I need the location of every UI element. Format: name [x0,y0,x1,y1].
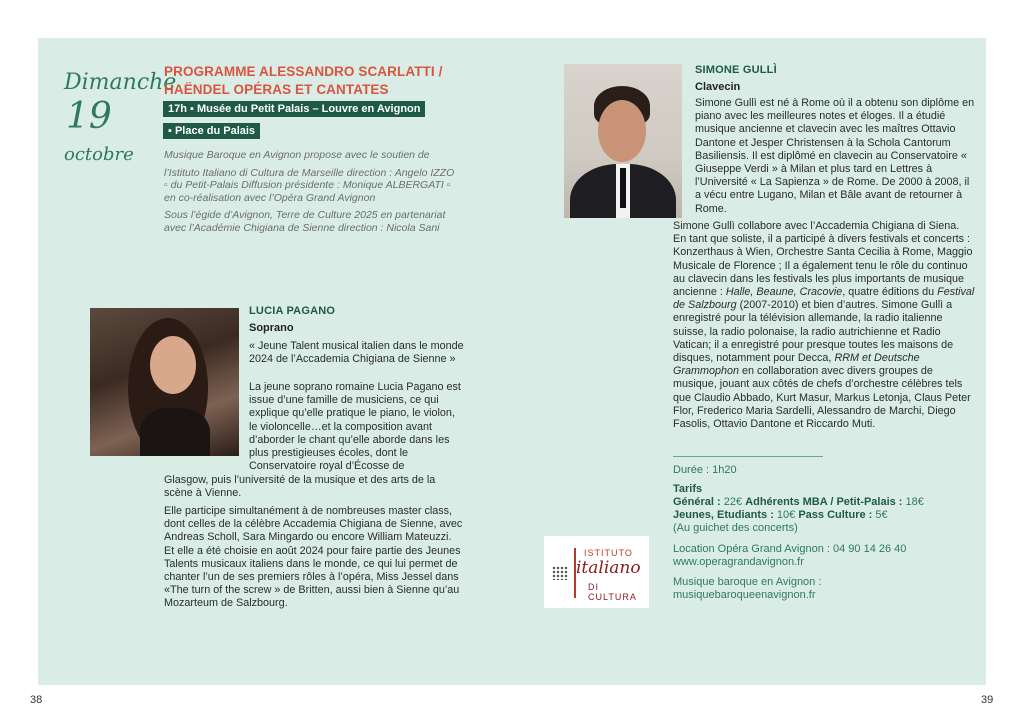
istituto-italiano-logo [544,536,649,608]
lucia-bio-1: La jeune soprano romaine Lucia Pagano est issue d’une famille de musiciens, ce qui explique qu’elle pratique le piano, le violon, le violoncelle…et la composition avant d’aborder le chant qu’elle aborde dans les plus prestigieuses écoles, dont le Conservatoire royal d’Écosse de [249,381,461,473]
bio-labels: RRM et Deutsche Grammophon [673,352,920,378]
divider [673,456,823,457]
location-info [673,543,906,569]
tarif-adherents-value: 18€ [902,496,924,508]
duration: Durée : 1h20 [673,464,737,476]
lucia-pagano-photo [90,308,239,456]
logo-dots-icon [552,566,568,580]
lucia-bio-1b: Glasgow, puis l’université de la musique et des arts de la scène à Vienne. [164,474,436,500]
bio-text: , quatre éditions du [842,286,935,299]
tarif-row-2 [673,509,973,522]
location-phone: Location Opéra Grand Avignon : 04 90 14 26 40 [673,543,907,555]
logo-line1: ISTITUTO [584,548,633,558]
logo-line2: italiano [576,558,641,578]
bio-text: (2007-2010) et bien d’autres. Simone Gullì a enregistré pour la télévision allemande, la radio italienne suisse, la radio polonaise, la radio autrichienne et Radio Vatican; il a enregistré pour presque toutes les maisons de disques, notamment pour Decca, [673,299,954,365]
simone-bio-1: Simone Gullì est né à Rome où il a obtenu son diplôme en piano avec les meilleures notes et éloges. Il a étudié musique ancienne et clavecin avec les maîtres Ottavio Dantone et Jesper Christensen à la Schola Cantorum Basiliensis. Il est diplômé en clavecin au Conservatoire « Giuseppe Verdi » à Milan et plus tard en Lettres à l’Université « La Sapienza » de Rome. De 2000 à 2008, il a vécu entre Lugano, Milan et Bâle avant de retourner à Rome. [695,97,975,215]
simone-bio-2 [673,220,975,431]
intro-patronage: Sous l’égide d’Avignon, Terre de Culture 2025 en partenariat avec l’Académie Chigiana de Sienne direction : Nicola Sani [164,209,446,234]
tarif-general-label: Général : [673,496,721,508]
bio-text: Simone Gullì collabore avec l’Accademia Chigiana di Siena. En tant que soliste, il a participé à divers festivals et concerts : Konzerthaus à Wien, Orchestre Santa Cecilia à Rome, Maggio Musicale de Florence ; Il a également tenu le rôle du continuo au clavecin dans les festivals les plus importants de musique ancienne : [673,220,973,299]
bio-festival: Festival de Salzbourg [673,286,975,312]
tarif-guichet: (Au guichet des concerts) [673,522,798,534]
simone-gulli-photo [564,64,682,218]
venue-tag-place: ▪ Place du Palais [163,123,260,139]
bio-text: en collaboration avec divers groupes de musique, jouant aux côtés de chefs d’orchestre célèbres tels que Claudio Abbado, Kurt Masur, Markus Letonja, Claus Peter Flor, Frederico Maria Sardelli, Alessandro de Marchi, Diego Fasolis, Ottavio Dantone et Riccardo Muti. [673,365,971,431]
lucia-bio-2: Elle participe simultanément à de nombreuses master class, dont celles de la célèbre Accademia Chigiana de Sienne, avec Andreas Scholl, Sara Mingardo ou encore William Mateuzzi. Et elle a été choisie en août 2024 pour faire partie des Jeunes Talents musicaux italiens dans le monde, ce qui lui permet de chanter l’un de ses premiers rôles à l’opéra, Miss Jessel dans «The turn of the screw » de Britten, aussi bien à Sienne qu’au Mozarteum de Salzbourg. [164,505,463,610]
tarifs-list [673,496,973,535]
tarif-jeunes-value: 10€ [776,509,796,521]
tarif-jeunes-label: Jeunes, Etudiants : [673,509,774,521]
date-day-name: Dimanche [64,70,177,95]
program-title [164,63,442,99]
lucia-quote: « Jeune Talent musical italien dans le monde 2024 de l’Accademia Chigiana de Sienne » [249,340,464,366]
mba-info [673,576,821,602]
intro-partners: l’Istituto Italiano di Cultura de Marseille direction : Angelo IZZO ▫ du Petit-Palais Diffusion présidente : Monique ALBERGATI ▫ en co-réalisation avec l’Opéra Grand Avignon [164,166,455,204]
tarif-adherents-label: Adhérents MBA / Petit-Palais : [745,496,903,508]
tarif-general-value: 22€ [720,496,743,508]
logo-line3: DI CULTURA [588,582,637,602]
tarif-row-1 [673,496,973,509]
location-url-link[interactable]: www.operagrandavignon.fr [673,556,804,568]
mba-title: Musique baroque en Avignon : [673,576,822,588]
program-intro [164,149,460,239]
venue-tag-time: 17h ▪ Musée du Petit Palais – Louvre en Avignon [163,101,425,117]
program-title-line1: PROGRAMME ALESSANDRO SCARLATTI / [164,64,443,79]
program-title-line2: HAËNDEL OPÉRAS ET CANTATES [164,82,389,97]
mba-url-link[interactable]: musiquebaroqueenavignon.fr [673,589,816,601]
lucia-role: Soprano [249,322,294,334]
tarifs-heading: Tarifs [673,483,703,495]
tarif-pass-value: 5€ [872,509,888,521]
lucia-name: LUCIA PAGANO [249,305,336,317]
simone-name: SIMONE GULLÌ [695,64,777,76]
date-day-number: 19 [66,96,112,137]
tarif-pass-label: Pass Culture : [798,509,873,521]
date-month: octobre [64,144,134,165]
simone-role: Clavecin [695,81,741,93]
intro-line: Musique Baroque en Avignon propose avec le soutien de [164,149,430,161]
page-number-right: 39 [981,694,994,706]
bio-cities: Halle, Beaune, Cracovie [725,286,843,299]
page-number-left: 38 [30,694,43,706]
